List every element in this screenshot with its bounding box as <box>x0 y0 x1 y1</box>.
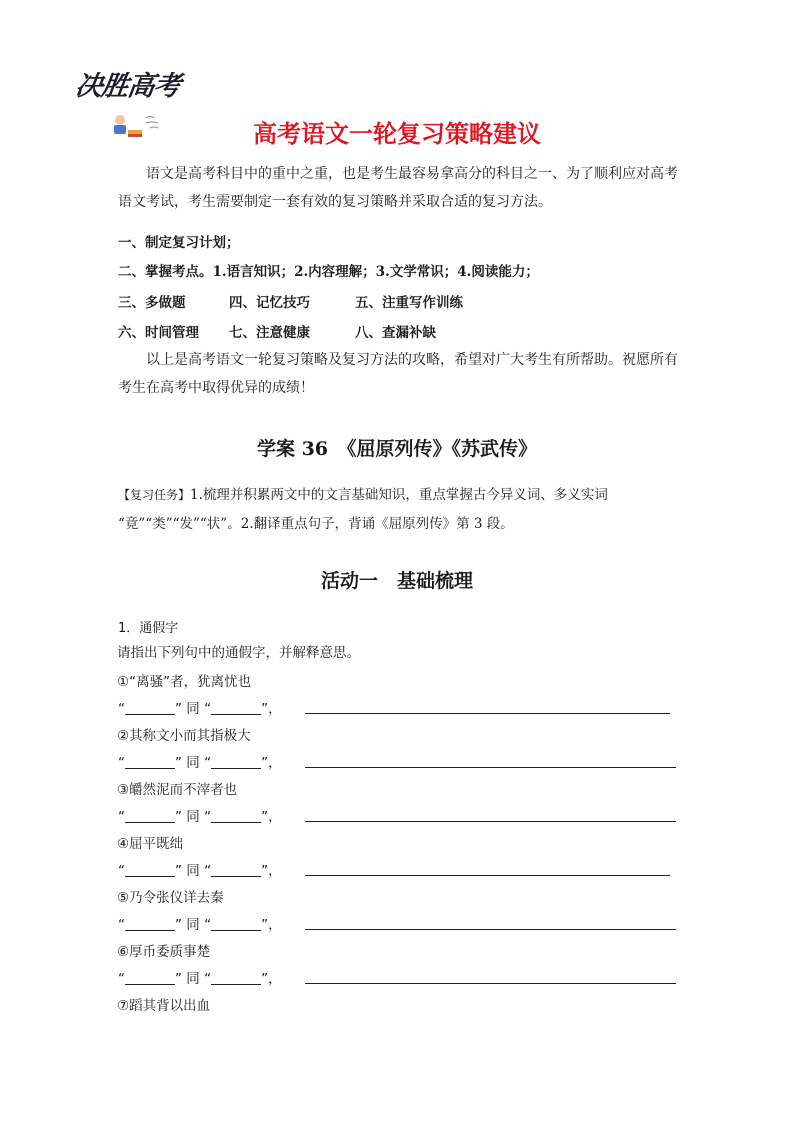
answer-blank-original[interactable] <box>211 808 261 823</box>
answer-blank-original[interactable] <box>211 862 261 877</box>
answer-blank-original[interactable] <box>211 754 261 769</box>
section-instruction: 请指出下列句中的通假字，并解释意思。 <box>117 645 360 661</box>
plan-item-1: 一、制定复习计划； <box>118 235 240 251</box>
plan-item-4: 四、记忆技巧 <box>229 295 310 311</box>
answer-blank-meaning[interactable] <box>305 767 676 768</box>
answer-row[interactable] <box>118 751 678 771</box>
answer-row[interactable] <box>118 805 678 825</box>
question-4: ④屈平既绌 <box>117 836 184 852</box>
answer-blank-meaning[interactable] <box>305 875 670 876</box>
answer-blank-char[interactable] <box>125 916 175 931</box>
same-as-label: ” 同 “ <box>175 701 212 717</box>
quote-close: ”， <box>261 971 282 987</box>
logo-text: 决胜高考 <box>73 71 182 102</box>
plan-item-5: 五、注重写作训练 <box>355 295 463 311</box>
answer-row[interactable] <box>118 913 678 933</box>
plan-item-7: 七、注意健康 <box>229 325 310 341</box>
question-1: ①“离骚”者，犹离忧也 <box>117 674 252 690</box>
answer-blank-original[interactable] <box>211 970 261 985</box>
question-3: ③皭然泥而不滓者也 <box>117 782 238 798</box>
section-heading: 1．通假字 <box>118 621 179 636</box>
answer-blank-char[interactable] <box>125 970 175 985</box>
quote-open: “ <box>118 971 125 987</box>
answer-blank-meaning[interactable] <box>305 821 676 822</box>
quote-open: “ <box>118 701 125 717</box>
same-as-label: ” 同 “ <box>175 971 212 987</box>
answer-blank-char[interactable] <box>125 808 175 823</box>
plan-item-8: 八、查漏补缺 <box>355 325 436 341</box>
intro-paragraph: 语文是高考科目中的重中之重，也是考生最容易拿高分的科目之一、为了顺利应对高考语文考试，考生需要制定一套有效的复习策略并采取合适的复习方法。 <box>118 166 678 210</box>
quote-open: “ <box>118 917 125 933</box>
same-as-label: ” 同 “ <box>175 809 212 825</box>
quote-close: ”， <box>261 917 282 933</box>
plan-item-2: 二、掌握考点。1.语言知识；2.内容理解；3.文学常识；4.阅读能力； <box>118 264 539 280</box>
review-task-line-1: 【复习任务】1.梳理并积累两文中的文言基础知识，重点掌握古今异义词、多义实词 <box>118 487 608 503</box>
same-as-label: ” 同 “ <box>175 755 212 771</box>
question-7: ⑦蹈其背以出血 <box>117 998 211 1014</box>
same-as-label: ” 同 “ <box>175 863 212 879</box>
answer-row[interactable] <box>118 967 678 987</box>
quote-close: ”， <box>261 701 282 717</box>
page-title: 高考语文一轮复习策略建议 <box>253 120 541 148</box>
quote-close: ”， <box>261 863 282 879</box>
quote-open: “ <box>118 755 125 771</box>
answer-blank-original[interactable] <box>211 700 261 715</box>
answer-blank-char[interactable] <box>125 754 175 769</box>
answer-blank-char[interactable] <box>125 862 175 877</box>
quote-close: ”， <box>261 809 282 825</box>
quote-close: ”， <box>261 755 282 771</box>
answer-row[interactable] <box>118 859 678 879</box>
answer-row[interactable] <box>118 697 678 717</box>
question-6: ⑥厚币委质事楚 <box>117 944 211 960</box>
answer-blank-meaning[interactable] <box>305 713 670 714</box>
lesson-title: 学案 36 《屈原列传》《苏武传》 <box>256 438 538 460</box>
activity-title: 活动一 基础梳理 <box>320 570 473 592</box>
quote-open: “ <box>118 809 125 825</box>
answer-blank-meaning[interactable] <box>305 983 676 984</box>
review-task-label: 【复习任务】 <box>118 488 191 502</box>
same-as-label: ” 同 “ <box>175 917 212 933</box>
question-2: ②其称文小而其指极大 <box>117 728 251 744</box>
question-5: ⑤乃令张仪详去秦 <box>117 890 224 906</box>
review-task-line-2: “竟”“类”“发”“状”。2.翻译重点句子，背诵《屈原列传》第 3 段。 <box>118 516 514 532</box>
review-task <box>118 481 688 539</box>
plan-item-6: 六、时间管理 <box>118 325 199 341</box>
answer-blank-char[interactable] <box>125 700 175 715</box>
closing-paragraph: 以上是高考语文一轮复习策略及复习方法的攻略，希望对广大考生有所帮助。祝愿所有考生在高考中取得优异的成绩！ <box>118 352 678 396</box>
answer-blank-meaning[interactable] <box>305 929 676 930</box>
plan-item-3: 三、多做题 <box>118 295 186 311</box>
answer-blank-original[interactable] <box>211 916 261 931</box>
quote-open: “ <box>118 863 125 879</box>
